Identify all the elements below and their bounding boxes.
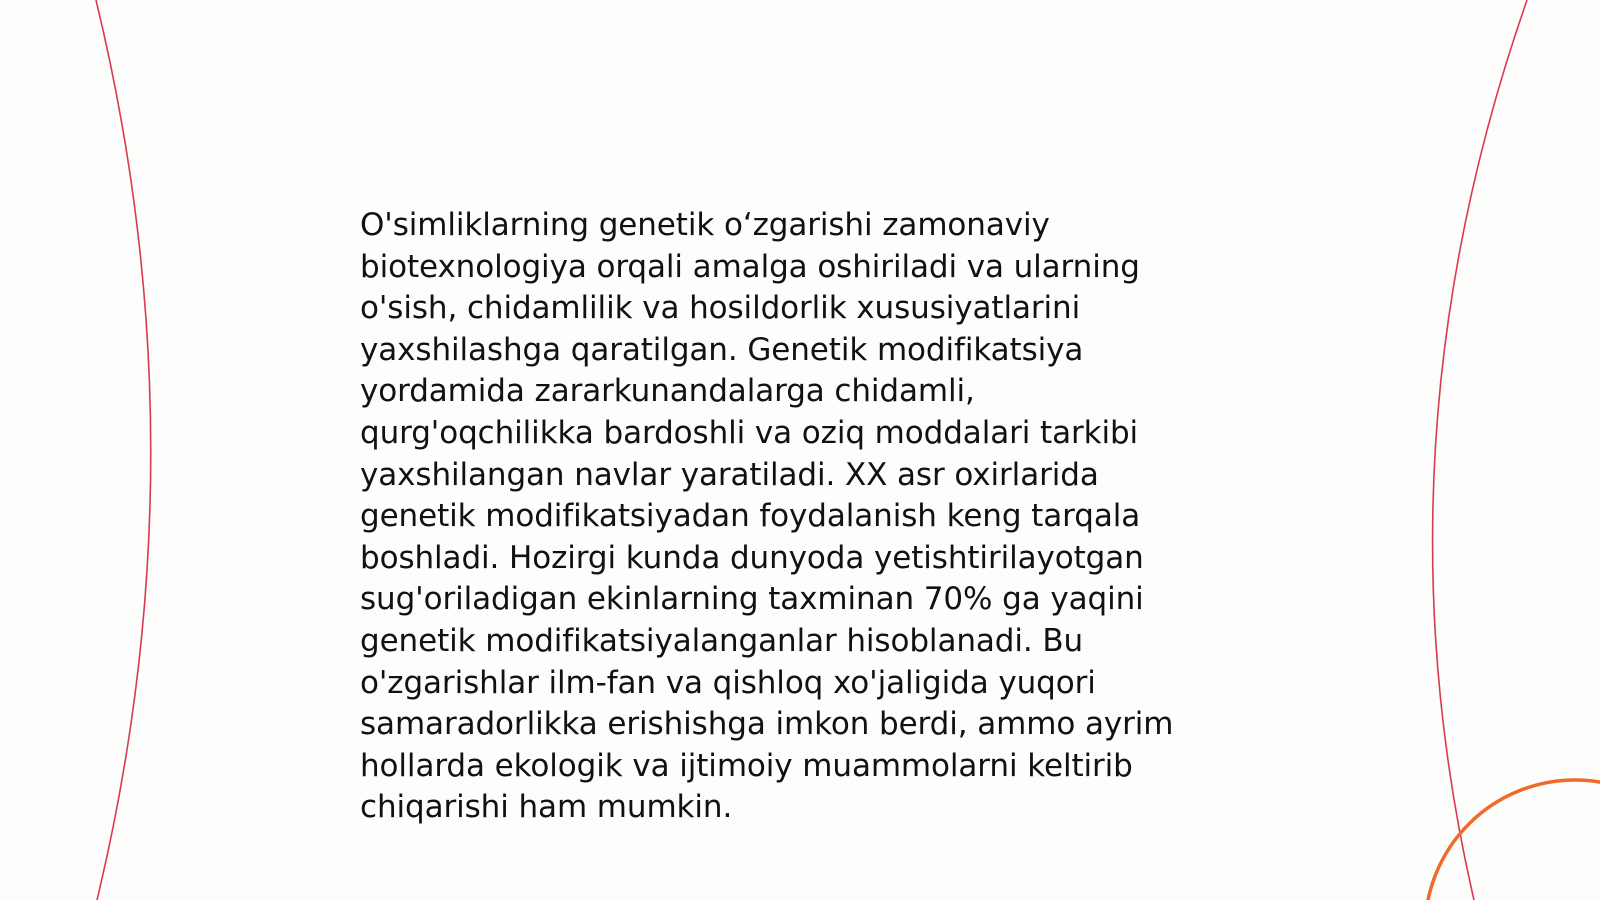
right-arc-line <box>1433 0 1527 900</box>
left-arc-line <box>96 0 151 900</box>
orange-accent-circle <box>1425 780 1600 900</box>
body-paragraph: O'simliklarning genetik o‘zgarishi zamonaviy biotexnologiya orqali amalga oshiriladi va ularning o'sish, chidamlilik va hosildorlik xususiyatlarini yaxshilashga qaratilgan. Genetik modifikatsiya yordamida zararkunandalarga chidamli, qurg'oqchilikka bardoshli va oziq moddalari tarkibi yaxshilangan navlar yaratiladi. XX asr oxirlarida genetik modifikatsiyadan foydalanish keng tarqala boshladi. Hozirgi kunda dunyoda yetishtirilayotgan sug'oriladigan ekinlarning taxminan 70% ga yaqini genetik modifikatsiyalanganlar hisoblanadi. Bu o'zgarishlar ilm-fan va qishloq xo'jaligida yuqori samaradorlikka erishishga imkon berdi, ammo ayrim hollarda ekologik va ijtimoiy muammolarni keltirib chiqarishi ham mumkin. <box>360 207 1174 826</box>
